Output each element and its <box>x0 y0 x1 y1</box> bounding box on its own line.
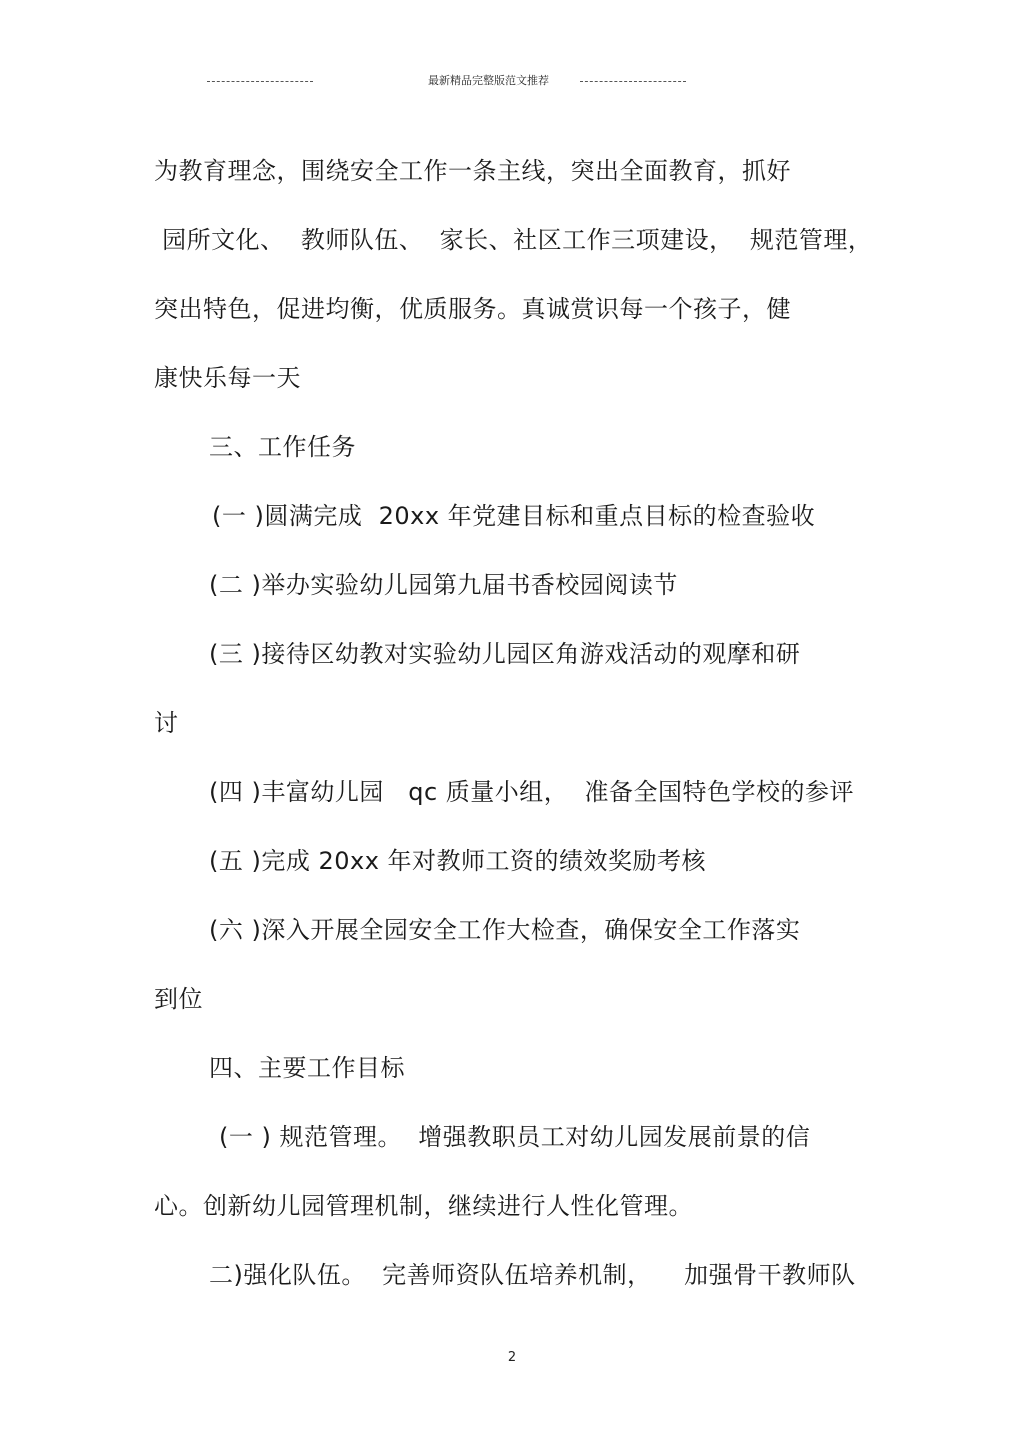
body-line: 突出特色，促进均衡，优质服务。真诚赏识每一个孩子，健 <box>154 295 791 323</box>
header-left-rule <box>207 81 313 82</box>
body-line: 为教育理念，围绕安全工作一条主线，突出全面教育，抓好 <box>154 157 791 185</box>
section-heading: 四、主要工作目标 <box>209 1054 405 1082</box>
body-line: 心。创新幼儿园管理机制，继续进行人性化管理。 <box>154 1192 693 1220</box>
list-item: (三 )接待区幼教对实验幼儿园区角游戏活动的观摩和研 <box>209 640 801 668</box>
body-line: 到位 <box>154 985 203 1013</box>
list-item: (五 )完成 20xx 年对教师工资的绩效奖励考核 <box>209 847 707 875</box>
header-title: 最新精品完整版范文推荐 <box>428 72 551 90</box>
list-item: (一 )圆满完成 20xx 年党建目标和重点目标的检查验收 <box>212 502 816 530</box>
page-header <box>0 72 1024 92</box>
header-right-rule <box>580 81 686 82</box>
body-line: 康快乐每一天 <box>154 364 301 392</box>
section-heading: 三、工作任务 <box>209 433 356 461</box>
body-line: 讨 <box>154 709 179 737</box>
list-item: (六 )深入开展全园安全工作大检查，确保安全工作落实 <box>209 916 801 944</box>
list-item: (四 )丰富幼儿园 qc 质量小组， 准备全国特色学校的参评 <box>209 778 855 806</box>
page-number: 2 <box>507 1350 517 1365</box>
list-item: 二)强化队伍。 完善师资队伍培养机制， 加强骨干教师队 <box>209 1261 856 1289</box>
list-item: (二 )举办实验幼儿园第九届书香校园阅读节 <box>209 571 678 599</box>
list-item: (一 ) 规范管理。 增强教职员工对幼儿园发展前景的信 <box>219 1123 811 1151</box>
body-line: 园所文化、 教师队伍、 家长、社区工作三项建设， 规范管理， <box>154 226 873 254</box>
